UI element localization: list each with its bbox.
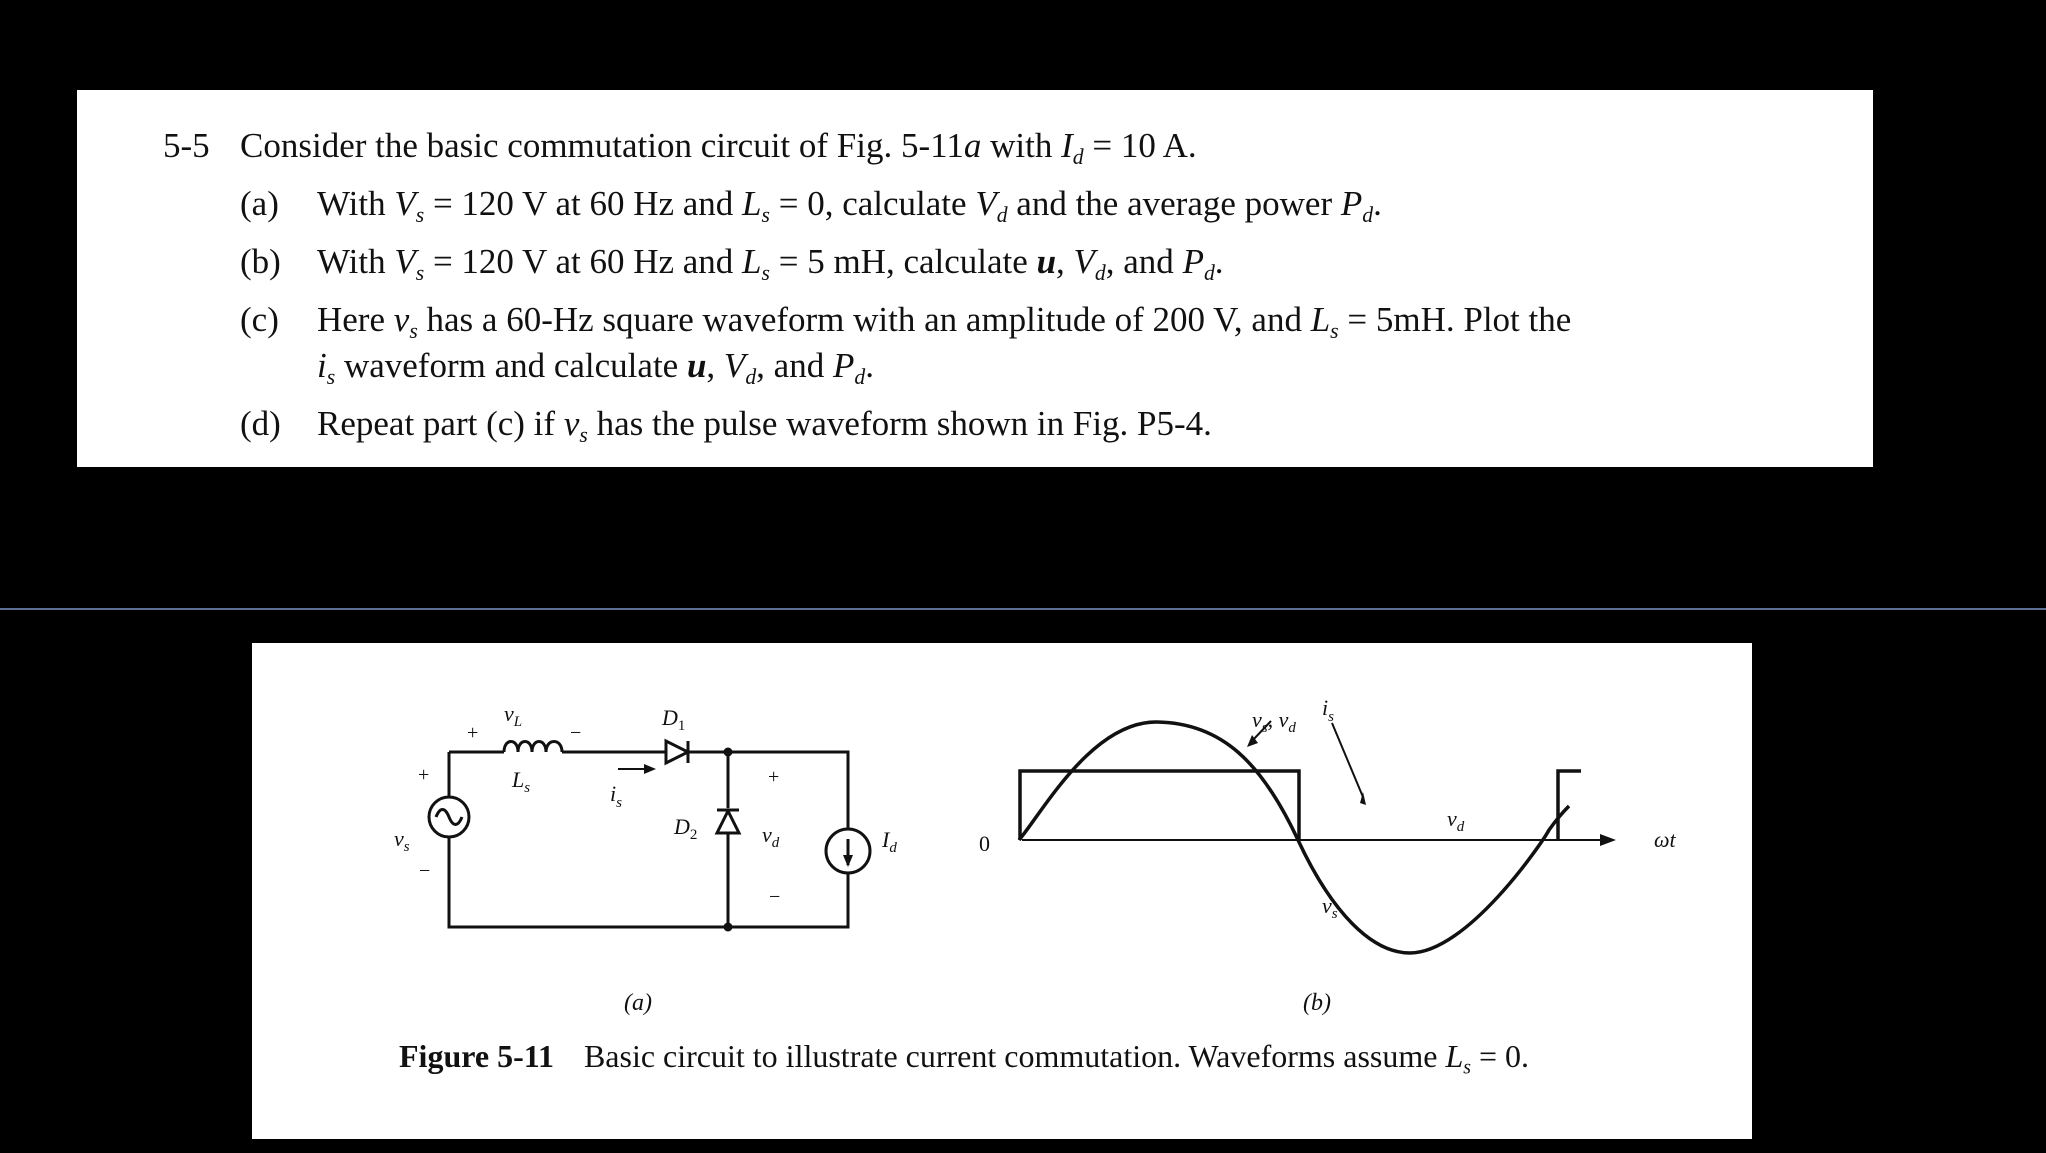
- is-arrow-head: [644, 764, 656, 774]
- label-zero: 0: [979, 831, 990, 856]
- circuit-markers: [644, 748, 853, 932]
- waveform-diagram: [1019, 721, 1612, 953]
- label-vL: $v_L$: [504, 701, 523, 730]
- part-b-text: With $V_s = 120$ V at 60 Hz and $L_s = 5$ mH, calculate u, $V_d$, and $P_d$.: [317, 242, 1224, 285]
- sublabel-b: (b): [1303, 990, 1331, 1016]
- junction-top: [724, 748, 733, 757]
- figure-caption-label: Figure 5-11: [399, 1038, 554, 1074]
- label-vd-minus: −: [769, 886, 781, 908]
- figure-caption: [399, 1038, 1529, 1079]
- label-vs-plus: +: [418, 764, 430, 786]
- label-omega-t: ωt: [1654, 827, 1676, 852]
- part-b-label: (b): [240, 242, 281, 281]
- junction-bottom: [724, 923, 733, 932]
- label-Ls: $L_s$: [512, 767, 531, 796]
- wt-axis-arrowhead: [1600, 834, 1616, 846]
- wire-bottom: [449, 837, 848, 927]
- current-source-arrow-head: [843, 855, 853, 867]
- diode-d2: [717, 811, 739, 833]
- label-vs-minus: −: [419, 860, 431, 882]
- label-Id: $I_d$: [882, 827, 897, 856]
- label-D1: $D_1$: [662, 705, 686, 734]
- problem-panel: [77, 90, 1873, 467]
- part-c-label: (c): [240, 300, 279, 339]
- label-vd: $v_d$: [762, 822, 780, 851]
- ac-source-wave: [436, 810, 462, 825]
- part-c-text-2: $i_s$ waveform and calculate u, $V_d$, and $P_d$.: [317, 346, 874, 389]
- slide-divider: [0, 608, 2046, 610]
- wire-top-right: [688, 752, 848, 829]
- label-vL-plus: +: [467, 722, 479, 744]
- waveform-arrowheads: [1247, 735, 1616, 846]
- figure-panel: [252, 643, 1752, 1139]
- label-vs-vd: $v_s$, $v_d$: [1252, 707, 1296, 736]
- figure-caption-text: Basic circuit to illustrate current commutation. Waveforms assume: [583, 1038, 1446, 1074]
- sublabel-a: (a): [624, 990, 652, 1016]
- part-c-text-1: Here $v_s$ has a 60-Hz square waveform with an amplitude of 200 V, and $L_s = 5mH$. Plot the: [317, 300, 1572, 343]
- figure-caption-var: L: [1445, 1038, 1464, 1074]
- label-vd-plus: +: [768, 766, 780, 788]
- label-is: $i_s$: [610, 781, 622, 811]
- diode-d1: [666, 741, 688, 763]
- label-vd-wave: $v_d$: [1447, 806, 1465, 835]
- figure-caption-post: = 0.: [1470, 1038, 1529, 1074]
- figure-caption-var-sub: s: [1463, 1056, 1471, 1079]
- label-vs: $v_s$: [394, 826, 410, 855]
- label-vs-wave: $v_s$: [1322, 893, 1338, 922]
- is-pointer: [1332, 723, 1363, 797]
- part-d-text: Repeat part (c) if $v_s$ has the pulse waveform shown in Fig. P5-4.: [317, 404, 1212, 447]
- label-is-wave: $i_s$: [1322, 695, 1334, 725]
- label-D2: $D_2$: [674, 814, 698, 843]
- part-a-label: (a): [240, 184, 279, 223]
- inductor-coil: [504, 742, 562, 753]
- problem-number: 5-5: [163, 126, 210, 165]
- part-d-label: (d): [240, 404, 281, 443]
- problem-intro-text: Consider the basic commutation circuit of Fig. 5-11a with $I_d = 10$ A.: [240, 126, 1197, 169]
- vs-sine: [1019, 722, 1569, 953]
- vd-pulse-2: [1558, 771, 1581, 840]
- label-vL-minus: −: [570, 722, 582, 744]
- part-a-text: With $V_s = 120$ V at 60 Hz and $L_s = 0$, calculate $V_d$ and the average power $P_d$.: [317, 184, 1382, 227]
